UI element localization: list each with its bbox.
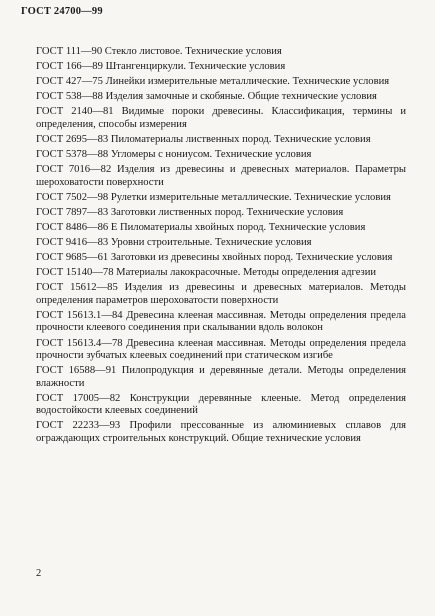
reference-code: ГОСТ 17005—82 — [36, 392, 121, 404]
reference-title: Профили прессованные из алюминиевых сплавов для ограждающих строительных конструкций. Общие технические условия — [36, 420, 406, 444]
reference-code: ГОСТ 7016—82 — [36, 164, 112, 176]
reference-item — [36, 207, 406, 220]
reference-title: Пиломатериалы лиственных пород. Технические условия — [110, 133, 371, 145]
reference-item — [36, 420, 406, 445]
reference-code: ГОСТ 15613.1—84 — [36, 309, 123, 321]
reference-item — [36, 267, 406, 280]
reference-title: Древесина клееная массивная. Методы определения предела прочности клеевого соединения при скалывании вдоль волокон — [36, 309, 406, 334]
reference-item — [36, 222, 406, 235]
reference-title: Линейки измерительные металлические. Технические условия — [105, 76, 390, 88]
reference-code: ГОСТ 8486—86 Е — [36, 221, 118, 233]
reference-item — [36, 237, 406, 250]
reference-item — [36, 365, 406, 390]
reference-item — [36, 310, 406, 335]
reference-code: ГОСТ 5378—88 — [36, 149, 109, 161]
page-number: 2 — [36, 568, 42, 579]
reference-item — [36, 134, 406, 147]
reference-code: ГОСТ 7502—98 — [36, 191, 109, 203]
reference-title: Заготовки из древесины хвойных пород. Технические условия — [110, 252, 393, 264]
reference-title: Конструкции деревянные клееные. Метод определения водостойкости клеевых соединений — [36, 392, 406, 417]
reference-item — [36, 338, 406, 363]
reference-item — [36, 61, 406, 74]
reference-code: ГОСТ 538—88 — [36, 91, 103, 103]
reference-item — [36, 46, 406, 59]
reference-code: ГОСТ 166—89 — [36, 61, 103, 73]
reference-title: Пилопродукция и деревянные детали. Методы определения влажности — [36, 365, 406, 389]
reference-item — [36, 106, 406, 131]
reference-code: ГОСТ 111—90 — [36, 46, 103, 57]
reference-item — [36, 282, 406, 307]
reference-code: ГОСТ 7897—83 — [36, 206, 109, 218]
reference-item — [36, 192, 406, 205]
reference-item — [36, 393, 406, 418]
reference-title: Изделия из древесины и древесных материалов. Методы определения параметров шероховатости поверхности — [36, 282, 407, 306]
reference-code: ГОСТ 9416—83 — [36, 237, 109, 249]
reference-title: Угломеры с нониусом. Технические условия — [110, 149, 312, 161]
reference-list — [36, 46, 406, 448]
reference-item — [36, 76, 406, 89]
reference-title: Штангенциркули. Технические условия — [105, 61, 286, 73]
reference-code: ГОСТ 427—75 — [36, 76, 103, 88]
reference-code: ГОСТ 16588—91 — [36, 365, 117, 377]
document-header: ГОСТ 24700—99 — [21, 6, 103, 17]
reference-title: Древесина клееная массивная. Методы определения предела прочности зубчатых клеевых соединений при статическом изгибе — [36, 337, 406, 361]
reference-code: ГОСТ 2695—83 — [36, 133, 109, 145]
reference-title: Изделия замочные и скобяные. Общие технические условия — [105, 91, 377, 103]
reference-title: Изделия из древесины и древесных материалов. Параметры шероховатости поверхности — [36, 164, 406, 188]
reference-title: Видимые пороки древесины. Классификация, термины и определения, способы измерения — [36, 106, 407, 130]
reference-code: ГОСТ 22233—93 — [36, 420, 121, 432]
reference-code: ГОСТ 9685—61 — [36, 252, 109, 264]
reference-title: Стекло листовое. Технические условия — [104, 46, 282, 57]
reference-item — [36, 149, 406, 162]
reference-title: Материалы лакокрасочные. Методы определения адгезии — [116, 267, 377, 279]
reference-item — [36, 164, 406, 189]
reference-title: Рулетки измерительные металлические. Технические условия — [110, 191, 391, 203]
reference-title: Пиломатериалы хвойных пород. Технические условия — [119, 221, 366, 233]
reference-code: ГОСТ 15140—78 — [36, 267, 114, 279]
reference-item — [36, 91, 406, 104]
reference-code: ГОСТ 15613.4—78 — [36, 337, 123, 349]
reference-code: ГОСТ 15612—85 — [36, 282, 118, 294]
reference-code: ГОСТ 2140—81 — [36, 106, 114, 118]
reference-title: Уровни строительные. Технические условия — [110, 237, 312, 249]
reference-title: Заготовки лиственных пород. Технические условия — [110, 206, 344, 218]
reference-item — [36, 252, 406, 265]
